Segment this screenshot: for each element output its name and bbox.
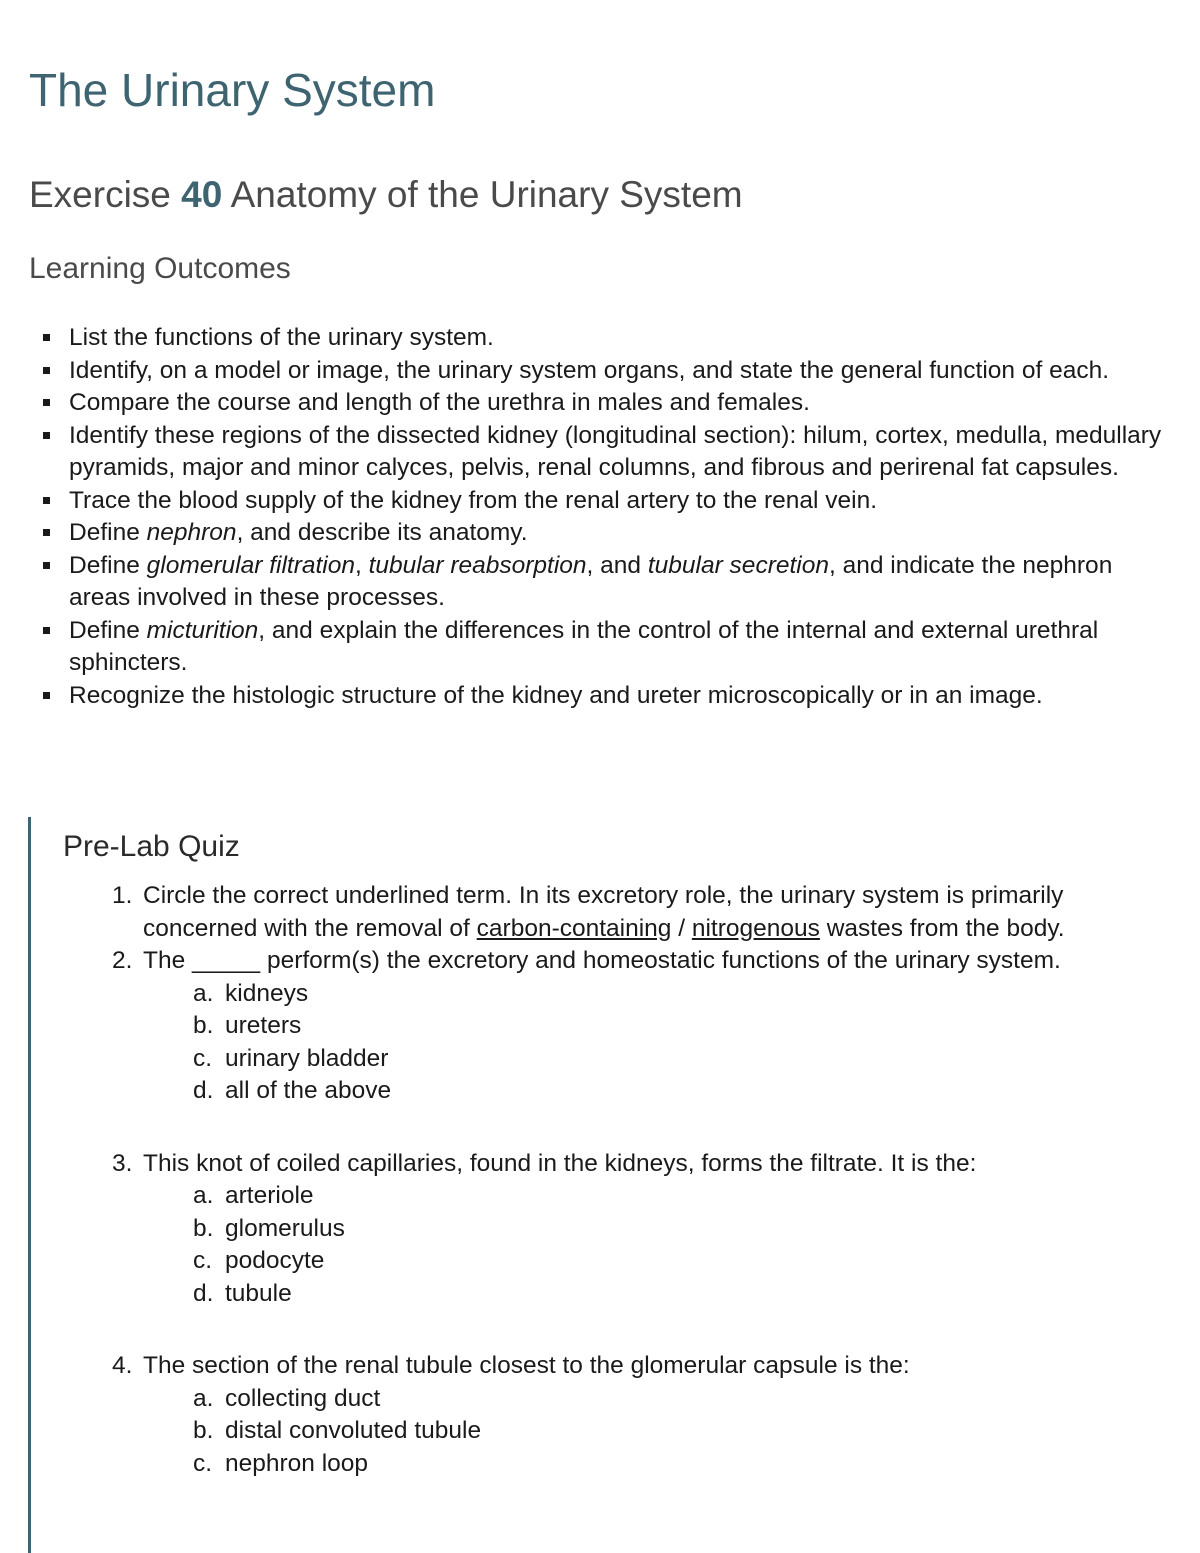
answer-option[interactable] (143, 1010, 1113, 1043)
option-text: ureters (225, 1012, 302, 1039)
option-letter: c. (193, 1449, 213, 1477)
underlined-term-nitrogenous[interactable]: nitrogenous (691, 914, 820, 942)
option-text: tubule (225, 1279, 292, 1307)
answer-option[interactable] (143, 1043, 1113, 1076)
answer-option[interactable] (143, 1278, 1113, 1311)
exercise-prefix: Exercise (29, 174, 171, 215)
square-bullet-icon (43, 627, 50, 634)
outcome-text: Define (69, 519, 147, 546)
outcome-term: tubular secretion (647, 551, 829, 579)
answer-option[interactable] (143, 1213, 1113, 1246)
quiz-question-3 (0, 1148, 1113, 1311)
quiz-question-2 (0, 945, 1113, 1108)
quiz-question-4 (0, 1350, 1113, 1480)
option-letter: a. (193, 1182, 214, 1209)
exercise-name: Anatomy of the Urinary System (230, 174, 743, 215)
answer-option[interactable] (143, 1448, 1113, 1481)
learning-outcomes-list (40, 322, 1170, 712)
question-number: 1. (112, 882, 133, 909)
option-letter: b. (193, 1214, 214, 1242)
answer-option[interactable] (143, 1180, 1113, 1213)
outcome-text: Define (69, 616, 147, 644)
outcome-text: Trace the blood supply of the kidney from the renal artery to the renal vein. (69, 486, 878, 514)
question-number: 4. (112, 1352, 133, 1379)
question-number: 2. (112, 947, 133, 974)
answer-option[interactable] (143, 1415, 1113, 1448)
option-letter: c. (193, 1044, 213, 1072)
outcome-text: , (354, 551, 369, 579)
option-letter: c. (193, 1247, 213, 1274)
prelab-quiz (0, 880, 1200, 1480)
exercise-number: 40 (181, 174, 223, 215)
question-spacer (0, 1108, 1200, 1148)
square-bullet-icon (43, 529, 50, 536)
outcome-text: , and explain the differences in the control of the internal and external urethral sphincters. (69, 616, 1099, 676)
outcome-text: Recognize the histologic structure of the kidney and ureter microscopically or in an image. (69, 681, 1043, 709)
exercise-heading (29, 172, 743, 218)
document-title: The Urinary System (29, 64, 436, 116)
option-text: podocyte (225, 1247, 325, 1274)
answer-option[interactable] (143, 1383, 1113, 1416)
square-bullet-icon (43, 432, 50, 439)
outcome-text: Identify, on a model or image, the urinary system organs, and state the general function of each. (69, 356, 1110, 384)
option-text: distal convoluted tubule (225, 1417, 482, 1444)
question-text: This knot of coiled capillaries, found in the kidneys, forms the filtrate. It is the: (143, 1149, 977, 1177)
outcome-item (40, 387, 1170, 420)
quiz-question-1 (0, 880, 1113, 945)
question-text: The _____ perform(s) the excretory and homeostatic functions of the urinary system. (143, 947, 1061, 974)
option-text: urinary bladder (225, 1044, 389, 1072)
underlined-term-carbon-containing[interactable]: carbon-containing (476, 914, 672, 942)
outcome-item (40, 322, 1170, 355)
option-text: glomerulus (225, 1214, 345, 1242)
option-text: arteriole (225, 1182, 314, 1209)
outcome-item (40, 485, 1170, 518)
question-text: Circle the correct underlined term. In its excretory role, the urinary system is primarily concerned with the removal of (143, 882, 1064, 942)
prelab-quiz-heading: Pre-Lab Quiz (63, 830, 240, 863)
outcome-text: Define (69, 551, 147, 579)
outcome-text: List the functions of the urinary system. (69, 324, 494, 351)
option-letter: d. (193, 1077, 214, 1104)
outcome-text: Identify these regions of the dissected kidney (longitudinal section): hilum, cortex, medulla, medullary pyramids, major and minor calyces, pelvis, renal columns, and fibrous and perirenal fat capsules. (69, 421, 1162, 481)
outcome-text: , and (586, 551, 648, 579)
outcome-item (40, 680, 1170, 713)
outcome-text: , and indicate the nephron areas involved in these processes. (69, 551, 1113, 611)
question-spacer (0, 1310, 1200, 1350)
outcome-text: Compare the course and length of the urethra in males and females. (69, 389, 810, 416)
question-number: 3. (112, 1149, 133, 1177)
outcome-item (40, 420, 1170, 485)
outcome-term: glomerular filtration (146, 551, 355, 579)
square-bullet-icon (43, 497, 50, 504)
learning-outcomes-heading: Learning Outcomes (29, 252, 291, 285)
outcome-term: micturition (146, 616, 259, 644)
outcome-text: , and describe its anatomy. (236, 519, 528, 546)
option-text: kidneys (225, 979, 309, 1007)
answer-option[interactable] (143, 1075, 1113, 1108)
option-text: nephron loop (225, 1449, 369, 1477)
outcome-term: nephron (146, 519, 237, 546)
outcome-item (40, 615, 1170, 680)
square-bullet-icon (43, 367, 50, 374)
option-letter: a. (193, 979, 214, 1007)
outcome-item (40, 550, 1170, 615)
option-letter: a. (193, 1384, 214, 1412)
option-letter: b. (193, 1012, 214, 1039)
option-letter: d. (193, 1279, 214, 1307)
option-text: all of the above (225, 1077, 392, 1104)
square-bullet-icon (43, 562, 50, 569)
square-bullet-icon (43, 692, 50, 699)
answer-options (143, 1383, 1113, 1481)
answer-options (143, 1180, 1113, 1310)
answer-option[interactable] (143, 978, 1113, 1011)
question-text: wastes from the body. (819, 914, 1065, 942)
outcome-term: tubular reabsorption (368, 551, 587, 579)
square-bullet-icon (43, 399, 50, 406)
term-separator: / (671, 914, 692, 942)
square-bullet-icon (43, 334, 50, 341)
option-text: collecting duct (225, 1384, 381, 1412)
answer-option[interactable] (143, 1245, 1113, 1278)
option-letter: b. (193, 1417, 214, 1444)
answer-options (143, 978, 1113, 1108)
outcome-item (40, 517, 1170, 550)
question-text: The section of the renal tubule closest to the glomerular capsule is the: (143, 1352, 910, 1379)
outcome-item (40, 355, 1170, 388)
